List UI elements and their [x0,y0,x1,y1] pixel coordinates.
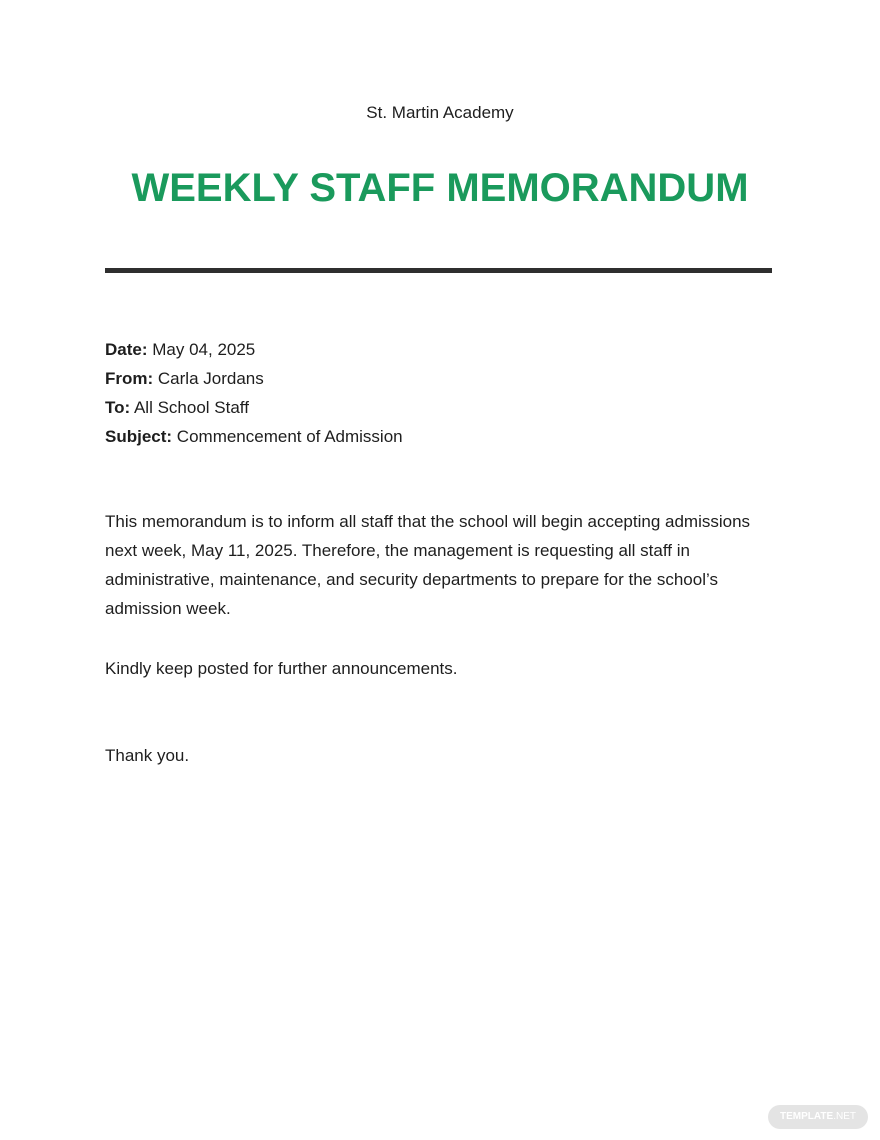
meta-label: From: [105,369,154,388]
meta-value: All School Staff [133,398,249,417]
watermark-suffix: .NET [833,1111,856,1122]
school-name: St. Martin Academy [366,103,514,122]
memo-title: WEEKLY STAFF MEMORANDUM [131,166,749,210]
meta-value: May 04, 2025 [152,340,256,359]
memo-meta [105,335,403,451]
meta-date [105,335,403,364]
closing: Thank you. [105,746,190,765]
body-paragraph: Kindly keep posted for further announcements. [105,659,458,678]
watermark-brand: TEMPLATE [780,1111,834,1122]
divider [105,268,772,273]
meta-value: Carla Jordans [157,369,264,388]
watermark-logo [768,1105,868,1129]
body-paragraph: This memorandum is to inform all staff that the school will begin accepting admissions next week, May 11, 2025. Therefore, the management is requesting all staff in administrative, maintenance, and security departments to prepare for the school’s admission week. [105,512,751,618]
meta-label: To: [105,398,131,417]
meta-value: Commencement of Admission [176,427,403,446]
meta-label: Date: [105,340,148,359]
meta-from [105,364,403,393]
meta-subject [105,422,403,451]
meta-to [105,393,403,422]
meta-label: Subject: [105,427,173,446]
